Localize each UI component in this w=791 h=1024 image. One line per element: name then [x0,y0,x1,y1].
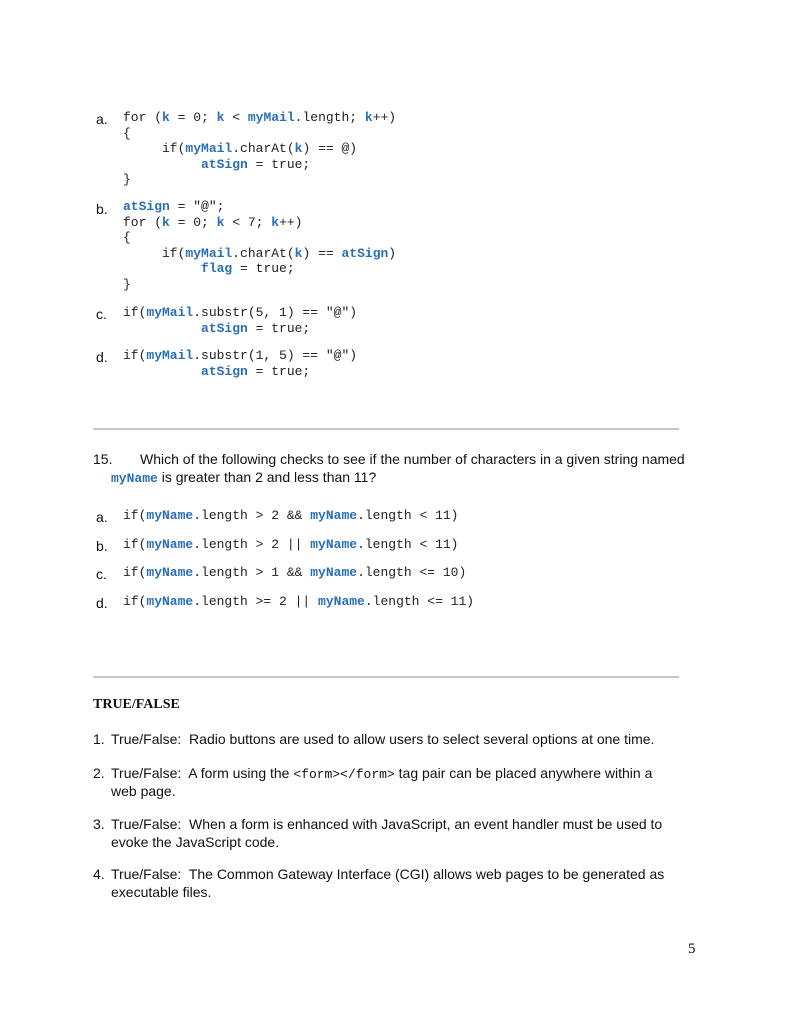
code-text: if( [123,537,147,552]
code-text [123,321,201,336]
code-text [123,157,201,172]
code-line [123,110,396,126]
code-text: = 0; [169,214,217,230]
item-text-pre: True/False: A form using the [111,765,294,781]
code-text: .length > 1 && [193,565,311,580]
code-text: { [123,230,131,246]
option-label: d. [96,595,108,611]
code-text: if( [123,141,186,157]
item-number: 3. [93,816,105,832]
option-label: b. [96,201,108,217]
code-identifier: myName [310,508,358,523]
code-identifier: k [216,110,225,125]
code-text: .length > 2 && [193,508,311,523]
item-text [111,765,652,782]
inline-code: <form></form> [293,767,395,782]
code-text: ++) [372,110,397,125]
code-line [123,594,474,609]
code-line [123,172,396,188]
item-text-post: tag pair can be placed anywhere within a [394,765,653,781]
code-text: .length; [294,110,365,125]
code-line [123,508,458,523]
code-text: } [123,276,131,292]
code-identifier: k [216,214,225,230]
code-identifier: flag [201,261,233,277]
code-text: ++) [279,214,303,230]
code-identifier: atSign [123,199,170,214]
section-heading: TRUE/FALSE [93,697,180,712]
question-text-line2 [111,469,376,486]
code-identifier: k [294,245,303,261]
code-block [123,348,357,379]
code-line [123,261,396,277]
question-text: Which of the following checks to see if the number of characters in a given string named [140,451,685,467]
code-text: if( [123,594,147,609]
code-identifier: atSign [201,156,248,172]
code-line [123,305,357,321]
page-number: 5 [688,941,696,957]
code-block [123,305,357,336]
code-identifier: myName [146,508,194,523]
question-number: 15. [93,451,113,467]
code-text: = "@"; [169,199,225,214]
option-label: a. [96,509,108,525]
code-identifier: myMail [146,305,194,320]
code-line [123,565,466,580]
question-text-rest: is greater than 2 and less than 11? [157,469,377,485]
code-text: .charAt( [232,141,295,157]
code-text: = true; [247,156,311,172]
code-text: .substr(5, 1) == "@") [193,305,358,320]
code-identifier: myName [310,537,358,552]
item-text-line2: evoke the JavaScript code. [111,834,280,850]
code-text: .substr(1, 5) == "@") [193,348,358,363]
code-text: .length <= 10) [357,565,467,580]
code-identifier: myName [146,565,194,580]
code-text [123,364,201,379]
code-text: = 0; [169,110,217,125]
item-text-line2: web page. [111,783,176,799]
divider [93,676,679,678]
code-line [123,537,458,552]
code-line [123,199,396,215]
option-label: c. [96,566,107,582]
option-label: c. [96,306,107,322]
code-text: ) == @) [302,141,358,157]
item-number: 2. [93,765,105,781]
code-identifier: myMail [247,110,295,125]
code-identifier: k [294,141,303,157]
code-text: = true; [247,363,311,379]
code-identifier: k [364,110,373,125]
code-identifier: myName [318,594,365,609]
code-text: if( [123,348,147,363]
code-identifier: atSign [341,245,389,261]
code-identifier: atSign [201,320,248,336]
code-text: .length <= 11) [364,594,475,609]
code-line [123,246,396,262]
code-line [123,141,396,157]
code-text: if( [123,245,186,261]
code-text: .length < 11) [357,537,459,552]
code-text: = true; [247,320,311,336]
code-identifier: k [162,110,170,125]
item-number: 1. [93,731,105,747]
code-line [123,230,396,246]
code-text: if( [123,565,147,580]
code-line [123,348,357,364]
code-block [123,110,396,188]
item-number: 4. [93,866,105,882]
item-text: True/False: The Common Gateway Interface (CGI) allows web pages to be generated as [111,866,665,882]
code-line [123,364,357,380]
code-line [123,215,396,231]
option-label: a. [96,111,108,127]
option-label: d. [96,349,108,365]
code-text: < [224,110,248,125]
code-text: .length >= 2 || [193,594,319,609]
code-identifier: myMail [185,245,233,261]
item-text-line2: executable files. [111,884,212,900]
code-identifier: myName [310,565,358,580]
code-identifier: atSign [201,363,248,379]
code-identifier: myMail [146,348,194,363]
code-text: if( [123,508,147,523]
code-text: for ( [123,214,163,230]
var-name: myName [111,471,158,486]
code-text: ) == [302,245,342,261]
divider [93,428,679,430]
code-text: if( [123,305,147,320]
option-label: b. [96,538,108,554]
code-text: < 7; [224,214,272,230]
code-text: .length > 2 || [193,537,311,552]
code-text: } [123,172,131,188]
code-identifier: myMail [185,141,233,157]
code-text: for ( [123,110,163,125]
code-identifier: myName [146,594,194,609]
code-line [123,157,396,173]
code-line [123,277,396,293]
code-line [123,321,357,337]
code-text: .charAt( [232,245,295,261]
code-identifier: k [162,214,170,230]
code-identifier: myName [146,537,194,552]
code-text: { [123,125,131,141]
item-text: True/False: Radio buttons are used to allow users to select several options at one time. [111,731,655,747]
code-text: ) [388,245,397,261]
code-text: .length < 11) [357,508,459,523]
code-block [123,199,396,293]
item-text: True/False: When a form is enhanced with JavaScript, an event handler must be used to [111,816,663,832]
code-identifier: k [271,214,280,230]
code-line [123,126,396,142]
code-text: = true; [232,261,295,277]
code-text [123,261,201,276]
